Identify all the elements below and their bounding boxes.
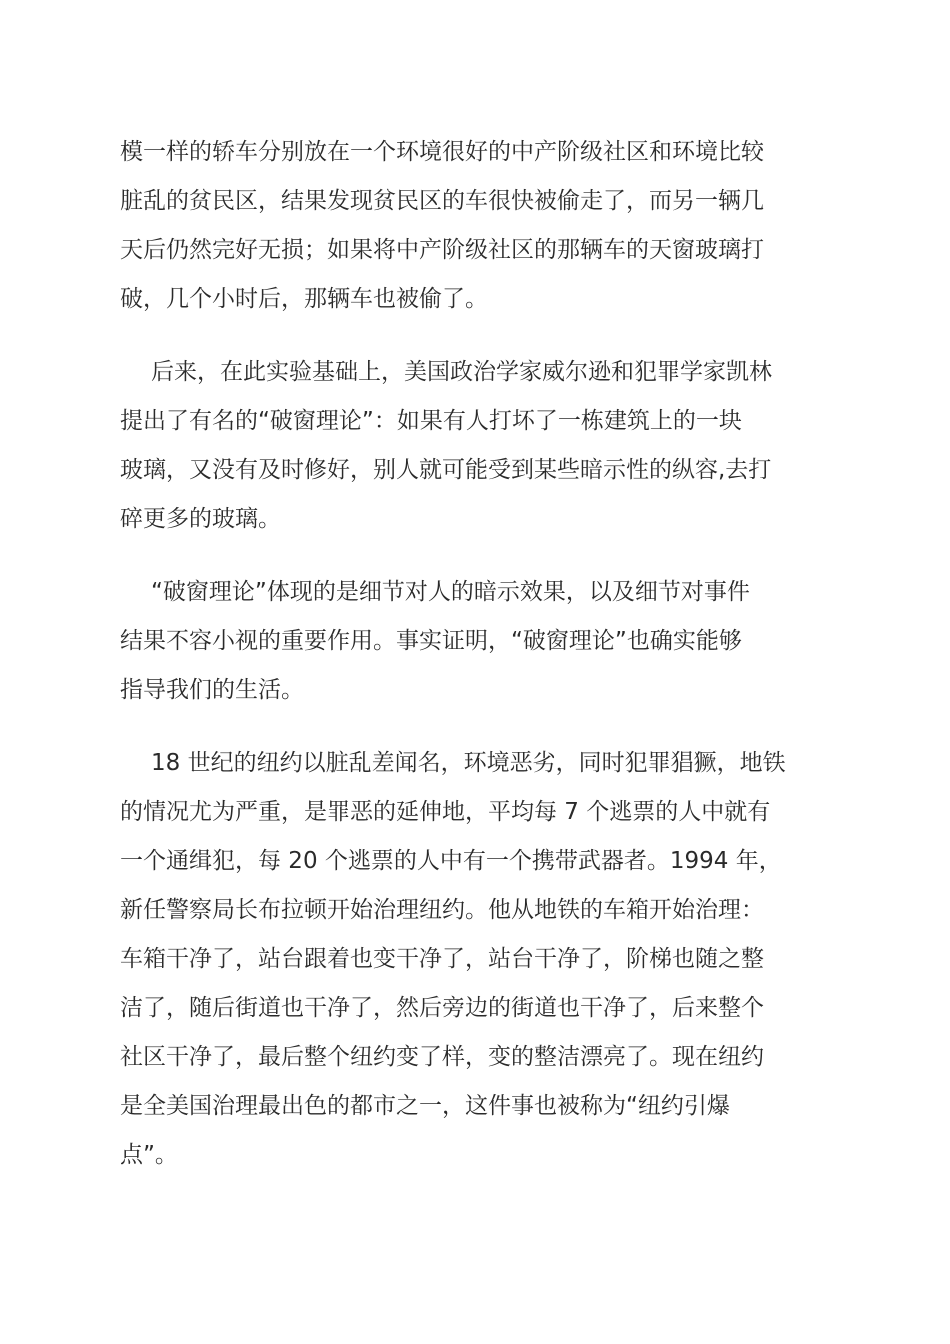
text-line: 玻璃，又没有及时修好，别人就可能受到某些暗示性的纵容,去打 — [120, 457, 772, 483]
text-line: 指导我们的生活。 — [120, 677, 304, 703]
text-line: 脏乱的贫民区，结果发现贫民区的车很快被偷走了，而另一辆几 — [120, 188, 764, 214]
text-line: 破，几个小时后，那辆车也被偷了。 — [120, 286, 488, 312]
text-line: 社区干净了，最后整个纽约变了样，变的整洁漂亮了。现在纽约 — [120, 1044, 764, 1070]
text-line: 车箱干净了，站台跟着也变干净了，站台干净了，阶梯也随之整 — [120, 946, 764, 972]
paragraph-4 — [120, 739, 820, 1180]
text-line: 新任警察局长布拉顿开始治理纽约。他从地铁的车箱开始治理： — [120, 897, 764, 923]
paragraph-2 — [120, 348, 820, 544]
paragraph-3 — [120, 568, 820, 715]
document-body — [120, 128, 820, 1204]
text-line: 结果不容小视的重要作用。事实证明，“破窗理论”也确实能够 — [120, 628, 742, 654]
text-line: 一个通缉犯，每 20 个逃票的人中有一个携带武器者。1994 年， — [120, 848, 782, 874]
text-line: 提出了有名的“破窗理论”：如果有人打坏了一栋建筑上的一块 — [120, 408, 742, 434]
paragraph-1 — [120, 128, 820, 324]
text-line: 点”。 — [120, 1142, 178, 1168]
text-line: 碎更多的玻璃。 — [120, 506, 281, 532]
text-line: 的情况尤为严重，是罪恶的延伸地，平均每 7 个逃票的人中就有 — [120, 799, 771, 825]
text-line: 模一样的轿车分别放在一个环境很好的中产阶级社区和环境比较 — [120, 139, 764, 165]
text-line: 后来，在此实验基础上，美国政治学家威尔逊和犯罪学家凯林 — [151, 359, 772, 385]
text-line: 天后仍然完好无损；如果将中产阶级社区的那辆车的天窗玻璃打 — [120, 237, 764, 263]
text-line: “破窗理论”体现的是细节对人的暗示效果，以及细节对事件 — [151, 579, 750, 605]
text-line: 是全美国治理最出色的都市之一，这件事也被称为“纽约引爆 — [120, 1093, 730, 1119]
text-line: 18 世纪的纽约以脏乱差闻名，环境恶劣，同时犯罪猖獗，地铁 — [151, 750, 786, 776]
text-line: 洁了，随后街道也干净了，然后旁边的街道也干净了，后来整个 — [120, 995, 764, 1021]
